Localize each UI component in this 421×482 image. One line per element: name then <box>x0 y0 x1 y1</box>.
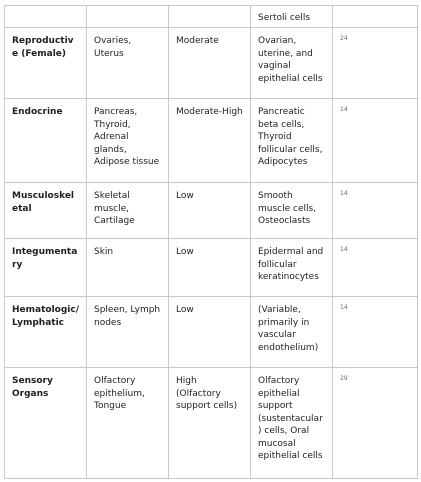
cell-types-cell: Pancreatic beta cells, Thyroid follicular cells, Adipocytes <box>251 99 333 183</box>
table-row <box>5 297 418 368</box>
citation-cell: 14 <box>333 239 418 297</box>
tissues-cell: Skeletal muscle, Cartilage <box>87 183 169 239</box>
cell-types-cell: (Variable, primarily in vascular endothelium) <box>251 297 333 368</box>
tissues-cell <box>87 6 169 28</box>
table-row <box>5 6 418 28</box>
system-cell: Sensory Organs <box>5 368 87 479</box>
tissues-cell: Skin <box>87 239 169 297</box>
expression-level-cell: High (Olfactory support cells) <box>169 368 251 479</box>
expression-level-cell: Low <box>169 297 251 368</box>
system-cell: Hematologic/ Lymphatic <box>5 297 87 368</box>
system-cell: Endocrine <box>5 99 87 183</box>
tissues-cell: Spleen, Lymph nodes <box>87 297 169 368</box>
table-row <box>5 99 418 183</box>
tissues-cell: Olfactory epithelium, Tongue <box>87 368 169 479</box>
cell-types-cell: Olfactory epithelial support (sustentacular) cells, Oral mucosal epithelial cells <box>251 368 333 479</box>
cell-types-cell: Ovarian, uterine, and vaginal epithelial cells <box>251 28 333 99</box>
citation-cell: 24 <box>333 28 418 99</box>
system-cell: Reproductive (Female) <box>5 28 87 99</box>
table-row <box>5 239 418 297</box>
cell-types-cell: Sertoli cells <box>251 6 333 28</box>
citation-cell: 29 <box>333 368 418 479</box>
citation-cell: 14 <box>333 183 418 239</box>
expression-table-container <box>4 5 417 479</box>
system-cell <box>5 6 87 28</box>
expression-level-cell: Low <box>169 239 251 297</box>
tissues-cell: Ovaries, Uterus <box>87 28 169 99</box>
citation-cell: 14 <box>333 99 418 183</box>
table-row <box>5 183 418 239</box>
expression-level-cell: Low <box>169 183 251 239</box>
expression-table <box>4 5 418 479</box>
system-cell: Integumentary <box>5 239 87 297</box>
tissues-cell: Pancreas, Thyroid, Adrenal glands, Adipose tissue <box>87 99 169 183</box>
cell-types-cell: Smooth muscle cells, Osteoclasts <box>251 183 333 239</box>
expression-level-cell: Moderate-High <box>169 99 251 183</box>
citation-cell <box>333 6 418 28</box>
system-cell: Musculoskeletal <box>5 183 87 239</box>
table-row <box>5 28 418 99</box>
citation-cell: 14 <box>333 297 418 368</box>
expression-level-cell: Moderate <box>169 28 251 99</box>
table-row <box>5 368 418 479</box>
expression-level-cell <box>169 6 251 28</box>
cell-types-cell: Epidermal and follicular keratinocytes <box>251 239 333 297</box>
